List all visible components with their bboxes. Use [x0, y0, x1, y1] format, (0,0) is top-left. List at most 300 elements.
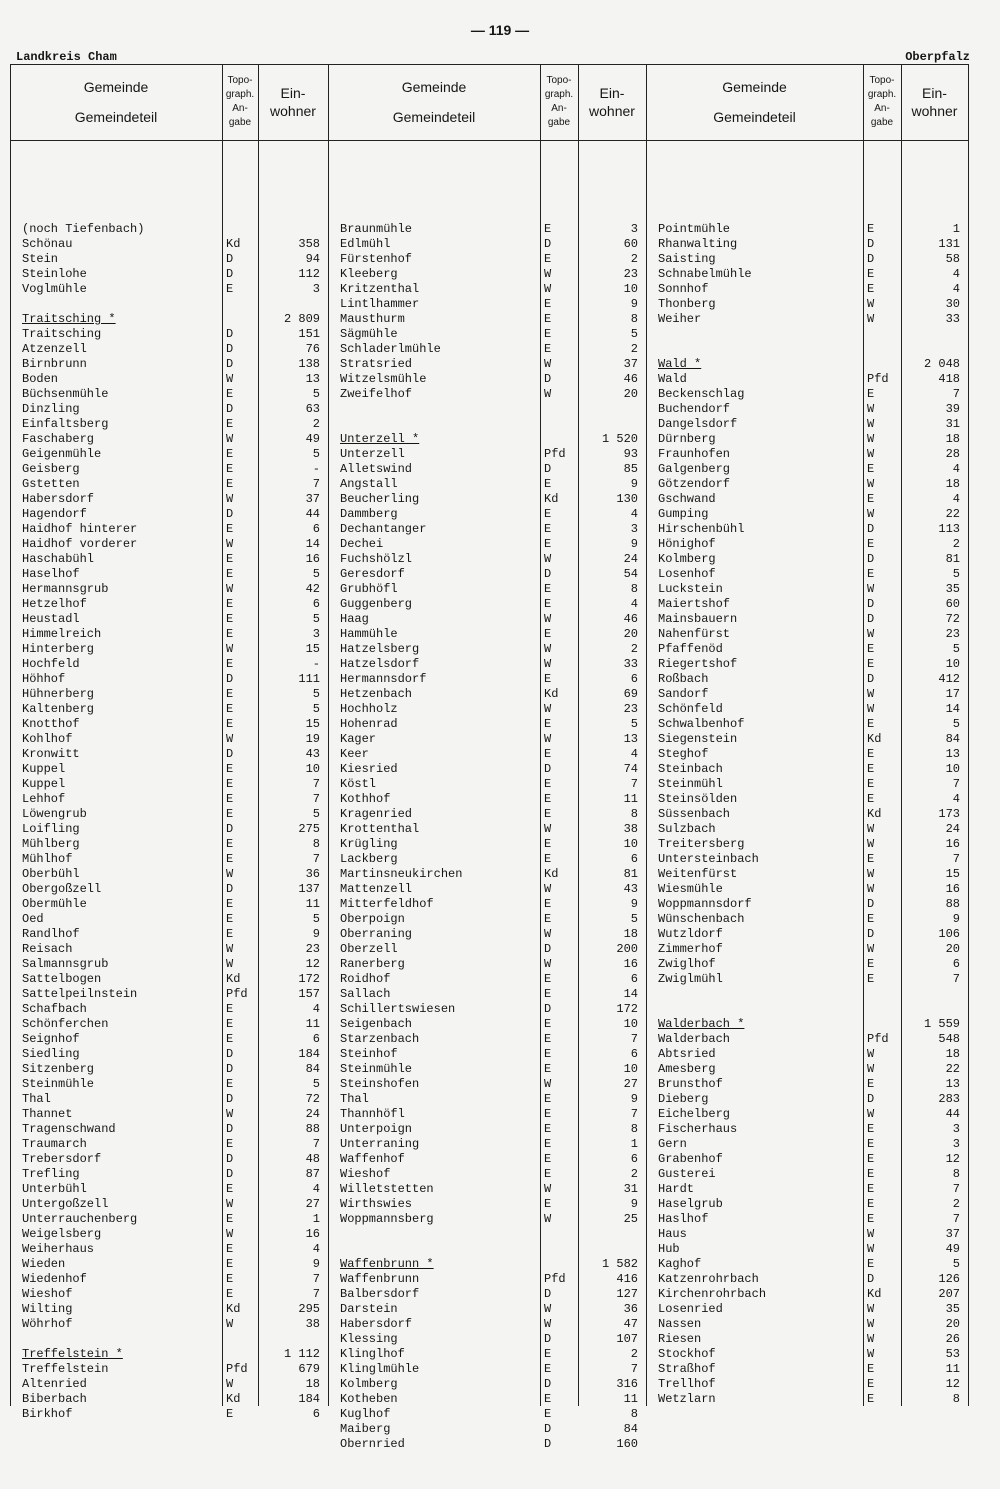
topo-code: E: [544, 312, 552, 326]
einwohner-count: 160: [616, 1437, 638, 1451]
place-name: Steinmühle: [340, 1062, 413, 1076]
gemeindeteil-row: [22, 597, 328, 612]
einwohner-count: 16: [305, 552, 320, 566]
einwohner-count: 9: [630, 477, 638, 491]
topo-code: E: [544, 597, 552, 611]
einwohner-count: 20: [623, 627, 638, 641]
place-name: Hermannsgrub: [22, 582, 109, 596]
topo-code: D: [226, 1092, 234, 1106]
place-name: Altenried: [22, 1377, 87, 1391]
topo-code: E: [544, 897, 552, 911]
gemeindeteil-row: [658, 1377, 968, 1392]
einwohner-count: 43: [305, 747, 320, 761]
gemeindeteil-row: [658, 222, 968, 237]
place-name: Kiesried: [340, 762, 398, 776]
einwohner-count: 112: [298, 267, 320, 281]
header-gemeinde: [10, 64, 222, 140]
gemeindeteil-row: [22, 612, 328, 627]
place-name: Keer: [340, 747, 369, 761]
gemeindeteil-row: [658, 282, 968, 297]
topo-code: W: [867, 402, 875, 416]
gemeindeteil-row: [22, 522, 328, 537]
topo-code: D: [867, 672, 875, 686]
einwohner-count: 88: [305, 1122, 320, 1136]
place-name: Traitsching *: [22, 312, 116, 326]
gemeindeteil-row: [22, 942, 328, 957]
einwohner-count: 9: [630, 297, 638, 311]
einwohner-count: 12: [305, 957, 320, 971]
gemeindeteil-row: [658, 447, 968, 462]
place-name: Edlmühl: [340, 237, 391, 251]
gemeindeteil-row: [340, 492, 646, 507]
gemeindeteil-row: [340, 1317, 646, 1332]
place-name: Wöhrhof: [22, 1317, 73, 1331]
gemeindeteil-row: [658, 417, 968, 432]
einwohner-count: 7: [312, 852, 320, 866]
topo-code: D: [544, 942, 552, 956]
einwohner-count: 5: [630, 327, 638, 341]
einwohner-count: 4: [312, 1182, 320, 1196]
place-name: Heustadl: [22, 612, 80, 626]
einwohner-count: 31: [945, 417, 960, 431]
place-name: Schladerlmühle: [340, 342, 441, 356]
einwohner-count: 84: [945, 732, 960, 746]
place-name: Mitterfeldhof: [340, 897, 434, 911]
topo-code: E: [867, 537, 875, 551]
einwohner-count: 7: [630, 1107, 638, 1121]
einwohner-count: 8: [952, 1167, 960, 1181]
einwohner-count: 2: [312, 417, 320, 431]
einwohner-count: 4: [312, 1002, 320, 1016]
place-name: Haag: [340, 612, 369, 626]
einwohner-count: 93: [623, 447, 638, 461]
einwohner-count: 27: [623, 1077, 638, 1091]
topo-code: E: [867, 972, 875, 986]
einwohner-count: 2: [952, 1197, 960, 1211]
einwohner-count: 76: [305, 342, 320, 356]
gemeindeteil-row: [22, 267, 328, 282]
place-name: Obergoßzell: [22, 882, 102, 896]
einwohner-count: 107: [616, 1332, 638, 1346]
gemeindeteil-row: [658, 567, 968, 582]
place-name: Wieshof: [340, 1167, 391, 1181]
einwohner-count: 20: [623, 387, 638, 401]
topo-code: E: [544, 912, 552, 926]
gemeindeteil-row: [340, 897, 646, 912]
topo-code: W: [226, 1107, 234, 1121]
einwohner-count: 7: [630, 1362, 638, 1376]
topo-code: E: [226, 687, 234, 701]
einwohner-count: 10: [945, 657, 960, 671]
place-name: Kager: [340, 732, 377, 746]
topo-code: W: [544, 282, 552, 296]
einwohner-count: 20: [945, 942, 960, 956]
einwohner-count: 6: [630, 1152, 638, 1166]
einwohner-count: 6: [630, 672, 638, 686]
place-name: Brunsthof: [658, 1077, 723, 1091]
topo-code: E: [226, 462, 234, 476]
topo-code: E: [544, 1122, 552, 1136]
topo-code: W: [867, 1347, 875, 1361]
gemeindeteil-row: [22, 927, 328, 942]
topo-code: E: [226, 1242, 234, 1256]
einwohner-count: 7: [312, 1137, 320, 1151]
einwohner-count: 38: [305, 1317, 320, 1331]
place-name: Schönau: [22, 237, 73, 251]
place-name: Haselgrub: [658, 1197, 723, 1211]
gemeindeteil-row: [658, 882, 968, 897]
place-name: Knotthof: [22, 717, 80, 731]
gemeindeteil-row: [340, 807, 646, 822]
einwohner-count: 5: [312, 807, 320, 821]
einwohner-count: 130: [616, 492, 638, 506]
place-name: Hub: [658, 1242, 680, 1256]
einwohner-count: 4: [312, 1242, 320, 1256]
place-name: Pointmühle: [658, 222, 731, 236]
place-name: Maiberg: [340, 1422, 391, 1436]
gemeindeteil-row: [340, 327, 646, 342]
topo-code: E: [544, 672, 552, 686]
einwohner-count: 63: [305, 402, 320, 416]
place-name: Unterpoign: [340, 1122, 413, 1136]
gemeinde-column: [340, 222, 646, 1452]
topo-code: D: [226, 1152, 234, 1166]
place-name: Sattelpeilnstein: [22, 987, 138, 1001]
place-name: Haus: [658, 1227, 687, 1241]
topo-code: Pfd: [544, 1272, 566, 1286]
einwohner-count: 37: [305, 492, 320, 506]
place-name: Amesberg: [658, 1062, 716, 1076]
einwohner-count: 69: [623, 687, 638, 701]
einwohner-count: 275: [298, 822, 320, 836]
place-name: Hirschenbühl: [658, 522, 745, 536]
topo-code: E: [867, 1392, 875, 1406]
place-name: Weigelsberg: [22, 1227, 102, 1241]
place-name: Haschabühl: [22, 552, 95, 566]
place-name: Birnbrunn: [22, 357, 87, 371]
gemeindeteil-row: [340, 1167, 646, 1182]
topo-code: W: [226, 957, 234, 971]
header-topo-line: Topo-: [869, 75, 895, 86]
topo-code: W: [867, 627, 875, 641]
einwohner-count: 126: [938, 1272, 960, 1286]
gemeindeteil-row: [22, 252, 328, 267]
place-name: Riesen: [658, 1332, 702, 1346]
place-name: Grabenhof: [658, 1152, 723, 1166]
einwohner-count: 5: [312, 687, 320, 701]
gemeindeteil-row: [340, 1092, 646, 1107]
einwohner-count: 49: [945, 1242, 960, 1256]
header-gemeinde: Gemeinde: [722, 79, 787, 95]
place-name: Mattenzell: [340, 882, 413, 896]
gemeindeteil-row: [658, 1152, 968, 1167]
gemeindeteil-row: [658, 717, 968, 732]
place-name: Fuchshölzl: [340, 552, 413, 566]
einwohner-count: 151: [298, 327, 320, 341]
topo-code: Pfd: [226, 1362, 248, 1376]
einwohner-count: 6: [630, 852, 638, 866]
einwohner-count: 2: [952, 537, 960, 551]
place-name: Galgenberg: [658, 462, 731, 476]
gemeindeteil-row: [22, 777, 328, 792]
einwohner-count: 36: [305, 867, 320, 881]
topo-code: Pfd: [544, 447, 566, 461]
einwohner-count: 74: [623, 762, 638, 776]
topo-code: D: [226, 327, 234, 341]
place-name: Oberbühl: [22, 867, 80, 881]
topo-code: Kd: [544, 867, 559, 881]
einwohner-count: 1 582: [601, 1257, 638, 1271]
topo-code: D: [226, 357, 234, 371]
einwohner-count: 7: [952, 777, 960, 791]
place-name: Seignhof: [22, 1032, 80, 1046]
place-name: Woppmannsberg: [340, 1212, 434, 1226]
place-name: Woppmannsdorf: [658, 897, 752, 911]
topo-code: Kd: [226, 237, 241, 251]
place-name: Angstall: [340, 477, 398, 491]
place-name: Hermannsdorf: [340, 672, 427, 686]
gemeindeteil-row: [22, 432, 328, 447]
place-name: Tragenschwand: [22, 1122, 116, 1136]
topo-code: E: [544, 987, 552, 1001]
topo-code: E: [867, 642, 875, 656]
place-name: Weiher: [658, 312, 702, 326]
gemeindeteil-row: [340, 957, 646, 972]
place-name: Steinhof: [340, 1047, 398, 1061]
topo-code: E: [226, 1032, 234, 1046]
topo-code: E: [544, 342, 552, 356]
place-name: Mainsbauern: [658, 612, 738, 626]
einwohner-count: 87: [305, 1167, 320, 1181]
place-name: Trebersdorf: [22, 1152, 102, 1166]
einwohner-count: 39: [945, 402, 960, 416]
einwohner-count: 37: [623, 357, 638, 371]
gemeindeteil-row: [658, 1392, 968, 1407]
einwohner-count: 31: [623, 1182, 638, 1196]
einwohner-count: 283: [938, 1092, 960, 1106]
place-name: Kolmberg: [658, 552, 716, 566]
topo-code: D: [226, 252, 234, 266]
place-name: Wiedenhof: [22, 1272, 87, 1286]
gemeindeteil-row: [658, 1107, 968, 1122]
gemeindeteil-row: [22, 387, 328, 402]
einwohner-count: 13: [945, 1077, 960, 1091]
einwohner-count: 111: [298, 672, 320, 686]
gemeindeteil-row: [340, 582, 646, 597]
einwohner-count: 1: [630, 1137, 638, 1151]
einwohner-count: 8: [630, 582, 638, 596]
gemeindeteil-row: [22, 882, 328, 897]
gemeindeteil-row: [658, 297, 968, 312]
einwohner-count: 8: [630, 1407, 638, 1421]
place-name: Straßhof: [658, 1362, 716, 1376]
gemeindeteil-row: [658, 657, 968, 672]
topo-code: W: [867, 1332, 875, 1346]
place-name: Unterraning: [340, 1137, 420, 1151]
gemeindeteil-row: [658, 1272, 968, 1287]
gemeindeteil-row: [22, 732, 328, 747]
einwohner-count: 3: [630, 522, 638, 536]
gemeindeteil-row: [340, 942, 646, 957]
einwohner-count: 5: [312, 567, 320, 581]
einwohner-count: 2: [630, 1167, 638, 1181]
place-name: Dechantanger: [340, 522, 427, 536]
place-name: Randlhof: [22, 927, 80, 941]
topo-code: W: [867, 822, 875, 836]
place-name: Martinsneukirchen: [340, 867, 463, 881]
place-name: Steinmühle: [22, 1077, 95, 1091]
place-name: Walderbach: [658, 1032, 731, 1046]
gemeindeteil-row: [340, 702, 646, 717]
place-name: Dammberg: [340, 507, 398, 521]
place-name: Haslhof: [658, 1212, 709, 1226]
topo-code: E: [544, 1062, 552, 1076]
gemeindeteil-row: [658, 852, 968, 867]
einwohner-count: 416: [616, 1272, 638, 1286]
topo-code: E: [867, 267, 875, 281]
topo-code: W: [544, 552, 552, 566]
topo-code: W: [226, 942, 234, 956]
place-name: Witzelsmühle: [340, 372, 427, 386]
topo-code: Kd: [226, 972, 241, 986]
place-name: Hammühle: [340, 627, 398, 641]
place-name: Hatzelsberg: [340, 642, 420, 656]
gemeindeteil-row: [22, 282, 328, 297]
topo-code: D: [226, 822, 234, 836]
topo-code: E: [544, 1167, 552, 1181]
gemeindeteil-row: [340, 1107, 646, 1122]
gemeindeteil-row: [658, 957, 968, 972]
gemeindeteil-row: [658, 687, 968, 702]
gemeindeteil-row: [22, 807, 328, 822]
header-ein-line: wohner: [270, 103, 316, 119]
gemeindeteil-row: [658, 1302, 968, 1317]
place-name: Nassen: [658, 1317, 702, 1331]
place-name: Sonnhof: [658, 282, 709, 296]
topo-code: D: [867, 252, 875, 266]
einwohner-count: 4: [952, 462, 960, 476]
einwohner-count: 81: [945, 552, 960, 566]
place-name: Himmelreich: [22, 627, 102, 641]
place-name: Kuppel: [22, 762, 66, 776]
topo-code: E: [226, 897, 234, 911]
topo-code: E: [544, 522, 552, 536]
gemeindeteil-row: [658, 372, 968, 387]
einwohner-count: 28: [945, 447, 960, 461]
place-name: Wiesmühle: [658, 882, 723, 896]
gemeindeteil-row: [22, 567, 328, 582]
gemeindeteil-row: [22, 1017, 328, 1032]
gemeindeteil-row: [22, 507, 328, 522]
gemeindeteil-row: [340, 297, 646, 312]
einwohner-count: 13: [945, 747, 960, 761]
einwohner-count: 7: [952, 387, 960, 401]
topo-code: E: [544, 1152, 552, 1166]
header-ein-line: wohner: [589, 103, 635, 119]
place-name: Obernried: [340, 1437, 405, 1451]
topo-code: Pfd: [867, 372, 889, 386]
gemeindeteil-row: [22, 897, 328, 912]
gemeindeteil-row: [658, 1347, 968, 1362]
einwohner-count: 11: [305, 897, 320, 911]
place-name: Trellhof: [658, 1377, 716, 1391]
place-name: Gschwand: [658, 492, 716, 506]
einwohner-count: 3: [952, 1137, 960, 1151]
einwohner-count: 24: [305, 1107, 320, 1121]
topo-code: E: [544, 747, 552, 761]
einwohner-count: 8: [952, 1392, 960, 1406]
einwohner-count: 9: [952, 912, 960, 926]
topo-code: E: [226, 1137, 234, 1151]
header-topo-line: Topo-: [227, 75, 253, 86]
topo-code: W: [544, 1317, 552, 1331]
topo-code: E: [544, 1137, 552, 1151]
place-name: Süssenbach: [658, 807, 731, 821]
gemeindeteil-row: [340, 507, 646, 522]
einwohner-count: 48: [305, 1152, 320, 1166]
place-name: Kolmberg: [340, 1377, 398, 1391]
column-rule: [10, 64, 11, 1406]
topo-code: E: [867, 1137, 875, 1151]
gemeindeteil-row: [658, 462, 968, 477]
gemeindeteil-row: [22, 1182, 328, 1197]
gemeindeteil-row: [22, 1092, 328, 1107]
topo-code: W: [544, 612, 552, 626]
place-name: Reisach: [22, 942, 73, 956]
topo-code: E: [544, 507, 552, 521]
gemeindeteil-row: [658, 1122, 968, 1137]
einwohner-count: 5: [952, 567, 960, 581]
topo-code: D: [544, 1437, 552, 1451]
place-name: Thal: [22, 1092, 51, 1106]
einwohner-count: 173: [938, 807, 960, 821]
topo-code: D: [867, 237, 875, 251]
einwohner-count: 85: [623, 462, 638, 476]
region-name: Oberpfalz: [905, 50, 970, 64]
einwohner-count: 18: [945, 432, 960, 446]
topo-code: D: [867, 522, 875, 536]
topo-code: W: [867, 1302, 875, 1316]
place-name: Dangelsdorf: [658, 417, 738, 431]
gemeindeteil-row: [22, 1242, 328, 1257]
einwohner-count: 54: [623, 567, 638, 581]
einwohner-count: 27: [305, 1197, 320, 1211]
place-name: Fraunhofen: [658, 447, 731, 461]
place-name: Kuglhof: [340, 1407, 391, 1421]
place-name: Steinlohe: [22, 267, 87, 281]
place-name: Wieden: [22, 1257, 66, 1271]
einwohner-count: 13: [305, 372, 320, 386]
column-rule: [646, 64, 647, 1406]
gemeindeteil-row: [340, 1272, 646, 1287]
einwohner-count: 7: [952, 852, 960, 866]
place-name: Hochholz: [340, 702, 398, 716]
place-name: Habersdorf: [340, 1317, 413, 1331]
place-name: Steinshofen: [340, 1077, 420, 1091]
gemeindeteil-row: [340, 1227, 646, 1242]
topo-code: E: [544, 627, 552, 641]
einwohner-count: 30: [945, 297, 960, 311]
gemeindeteil-row: [22, 477, 328, 492]
gemeindeteil-row: [658, 1077, 968, 1092]
topo-code: D: [226, 342, 234, 356]
place-name: Starzenbach: [340, 1032, 420, 1046]
topo-code: E: [226, 1002, 234, 1016]
topo-code: W: [544, 822, 552, 836]
einwohner-count: 53: [945, 1347, 960, 1361]
place-name: Klessing: [340, 1332, 398, 1346]
topo-code: D: [226, 1047, 234, 1061]
